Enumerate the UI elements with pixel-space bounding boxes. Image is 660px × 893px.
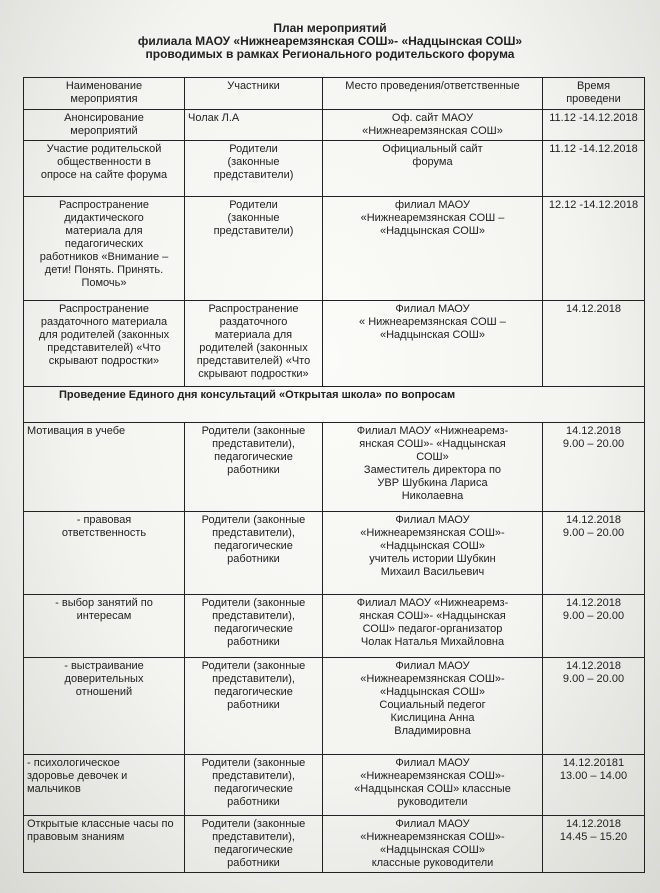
cell-name: - психологическое здоровье девочек и мальчиков [24, 755, 185, 816]
cell-place: Филиал МАОУ «Нижнеаремзянская СОШ»- «Надцынская СОШ» классные руководители [323, 755, 543, 816]
cell-place: Филиал МАОУ «Нижнеаремз- янская СОШ»- «Надцынская СОШ» Заместитель директора по УВР Шубкина Лариса Николаевна [323, 423, 543, 512]
column-header: Место проведения/ответственные [323, 78, 543, 110]
cell-time: 14.12.20181 13.00 – 14.00 [543, 755, 645, 816]
cell-place: филиал МАОУ «Нижнеаремзянская СОШ – «Надцынская СОШ» [323, 197, 543, 301]
cell-name: Участие родительской общественности в опросе на сайте форума [24, 141, 185, 197]
column-header: Участники [185, 78, 323, 110]
title-line-2: филиала МАОУ «Нижнеаремзянская СОШ»- «Надцынская СОШ» [137, 34, 523, 48]
cell-time: 11.12 -14.12.2018 [543, 141, 645, 197]
events-table [23, 77, 645, 873]
cell-time: 14.12.2018 9.00 – 20.00 [543, 512, 645, 595]
cell-place: Филиал МАОУ «Нижнеаремз- янская СОШ»- «Надцынская СОШ» педагог-организатор Чолак Наталья Михайловна [323, 595, 543, 658]
cell-participants: Родители (законные представители), педагогические работники [185, 595, 323, 658]
cell-participants: Родители (законные представители), педагогические работники [185, 512, 323, 595]
table-row [24, 301, 645, 387]
table-row [24, 595, 645, 658]
cell-name: Открытые классные часы по правовым знаниям [24, 816, 185, 873]
cell-place: Филиал МАОУ «Нижнеаремзянская СОШ»- «Надцынская СОШ» классные руководители [323, 816, 543, 873]
table-row [24, 755, 645, 816]
title-line-1: План мероприятий [273, 21, 387, 35]
cell-name: Мотивация в учебе [24, 423, 185, 512]
table-row [24, 141, 645, 197]
cell-time: 14.12.2018 9.00 – 20.00 [543, 423, 645, 512]
cell-participants: Родители (законные представители), педагогические работники [185, 816, 323, 873]
table-row [24, 816, 645, 873]
title-line-3: проводимых в рамках Регионального родительского форума [145, 47, 515, 61]
cell-time: 14.12.2018 9.00 – 20.00 [543, 595, 645, 658]
cell-place: Оф. сайт МАОУ «Нижнеаремзянская СОШ» [323, 110, 543, 141]
header-row [24, 78, 645, 110]
cell-participants: Родители (законные представители), педагогические работники [185, 755, 323, 816]
cell-name: Распространение раздаточного материала для родителей (законных представителей) «Что скрывают подростки» [24, 301, 185, 387]
cell-participants: Родители (законные представители) [185, 141, 323, 197]
cell-participants: Чолак Л.А [185, 110, 323, 141]
column-header: Наименование мероприятия [24, 78, 185, 110]
cell-time: 11.12 -14.12.2018 [543, 110, 645, 141]
cell-place: Филиал МАОУ «Нижнеаремзянская СОШ»- «Надцынская СОШ» Социальный педегог Кислицина Анна Владимировна [323, 658, 543, 755]
cell-name: - правовая ответственность [24, 512, 185, 595]
cell-time: 14.12.2018 9.00 – 20.00 [543, 658, 645, 755]
cell-participants: Родители (законные представители), педагогические работники [185, 658, 323, 755]
section-row [24, 387, 645, 423]
cell-place: Филиал МАОУ «Нижнеаремзянская СОШ»- «Надцынская СОШ» учитель истории Шубкин Михаил Васильевич [323, 512, 543, 595]
cell-name: Распространение дидактического материала для педагогических работников «Внимание – дети! Понять. Принять. Помочь» [24, 197, 185, 301]
cell-time: 14.12.2018 [543, 301, 645, 387]
cell-participants: Родители (законные представители), педагогические работники [185, 423, 323, 512]
cell-name: - выбор занятий по интересам [24, 595, 185, 658]
column-header: Время проведени [543, 78, 645, 110]
cell-place: Официальный сайт форума [323, 141, 543, 197]
cell-time: 12.12 -14.12.2018 [543, 197, 645, 301]
cell-name: - выстраивание доверительных отношений [24, 658, 185, 755]
cell-time: 14.12.2018 14.45 – 15.20 [543, 816, 645, 873]
table-row [24, 110, 645, 141]
section-heading: Проведение Единого дня консультаций «Открытая школа» по вопросам [24, 387, 645, 423]
table-row [24, 423, 645, 512]
table-row [24, 197, 645, 301]
cell-name: Анонсирование мероприятий [24, 110, 185, 141]
table-row [24, 512, 645, 595]
cell-participants: Распространение раздаточного материала для родителей (законных представителей) «Что скрывают подростки» [185, 301, 323, 387]
table-row [24, 658, 645, 755]
cell-place: Филиал МАОУ « Нижнеаремзянская СОШ – «Надцынская СОШ» [323, 301, 543, 387]
cell-participants: Родители (законные представители) [185, 197, 323, 301]
document-title [0, 22, 660, 61]
